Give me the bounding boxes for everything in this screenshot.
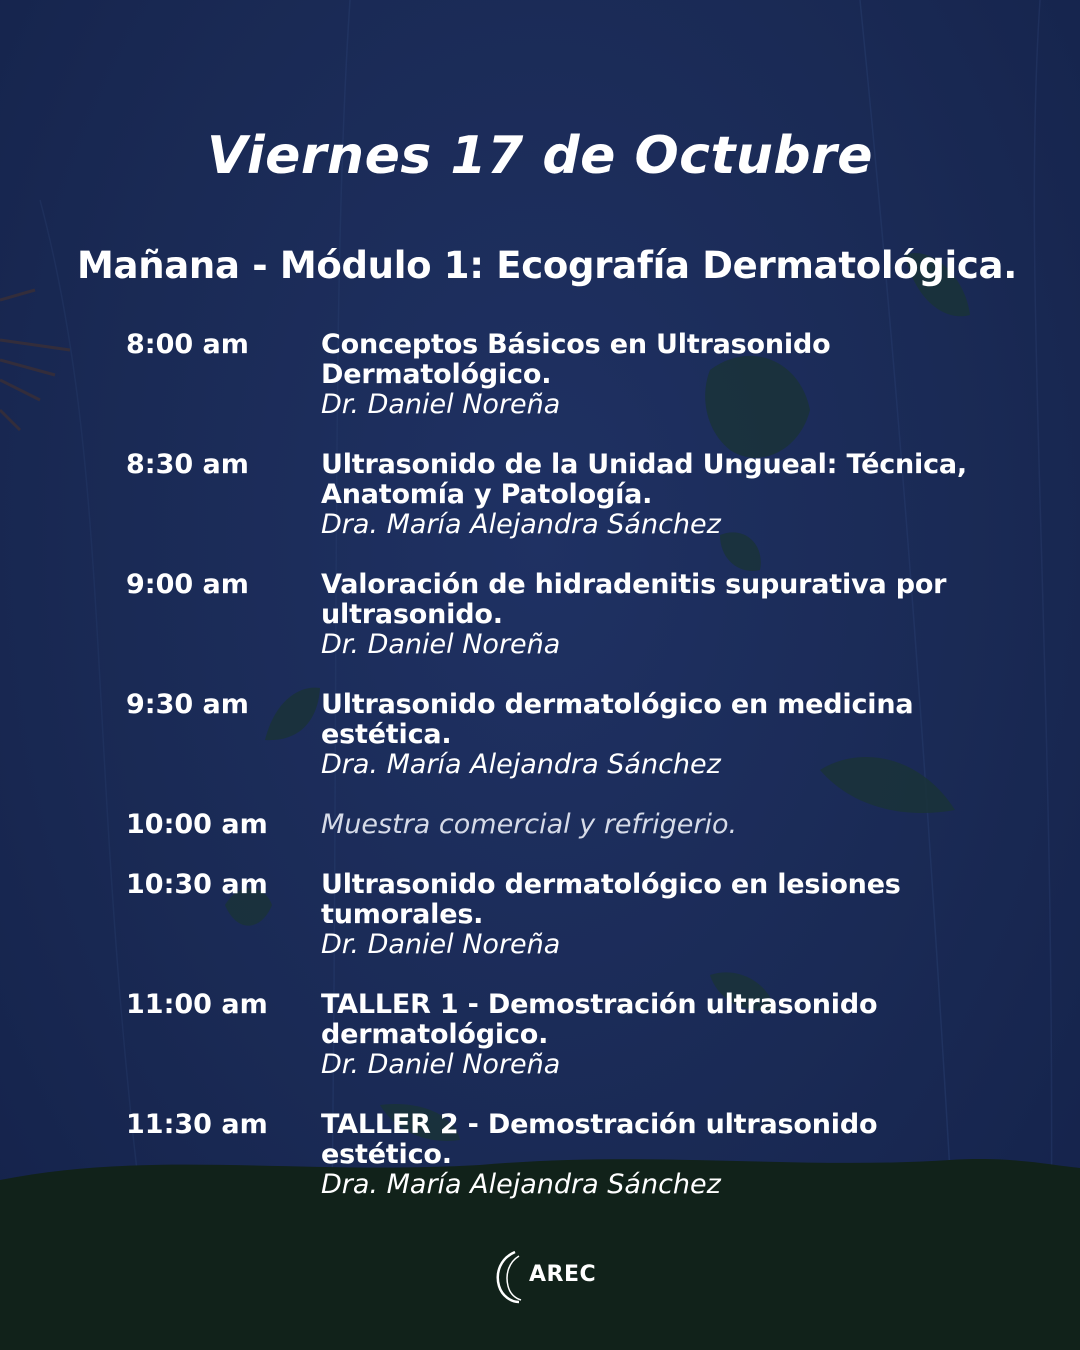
- schedule-details: [321, 810, 986, 870]
- schedule-time: 10:00 am: [126, 809, 268, 840]
- schedule-item: [126, 450, 986, 570]
- schedule-details: [321, 570, 986, 690]
- schedule-item: [126, 690, 986, 810]
- schedule-item: [126, 870, 986, 990]
- talk-title: Ultrasonido de la Unidad Ungueal: Técnica, Anatomía y Patología.: [321, 449, 967, 510]
- speaker-name: Dra. María Alejandra Sánchez: [321, 509, 721, 540]
- speaker-name: Dra. María Alejandra Sánchez: [321, 749, 721, 780]
- talk-title: Ultrasonido dermatológico en lesiones tumorales.: [321, 869, 901, 930]
- break-description: Muestra comercial y refrigerio.: [321, 809, 738, 840]
- schedule-details: [321, 690, 986, 810]
- schedule-item: [126, 1110, 986, 1230]
- schedule-item: [126, 570, 986, 690]
- module-subtitle: Mañana - Módulo 1: Ecografía Dermatológica.: [77, 244, 1017, 287]
- talk-title: Ultrasonido dermatológico en medicina estética.: [321, 689, 914, 750]
- schedule-details: [321, 450, 986, 570]
- speaker-name: Dr. Daniel Noreña: [321, 929, 561, 960]
- speaker-name: Dr. Daniel Noreña: [321, 629, 561, 660]
- schedule-time: 10:30 am: [126, 869, 268, 900]
- logo-mark-icon: [493, 1248, 529, 1304]
- schedule-item: [126, 990, 986, 1110]
- talk-title: TALLER 2 - Demostración ultrasonido estético.: [321, 1109, 878, 1170]
- talk-title: TALLER 1 - Demostración ultrasonido dermatológico.: [321, 989, 878, 1050]
- fern-decoration: [0, 290, 70, 430]
- schedule-item: [126, 330, 986, 450]
- schedule-time: 11:00 am: [126, 989, 268, 1020]
- arec-logo: [493, 1248, 597, 1304]
- talk-title: Valoración de hidradenitis supurativa por ultrasonido.: [321, 569, 947, 630]
- schedule-details: [321, 330, 986, 450]
- speaker-name: Dr. Daniel Noreña: [321, 389, 561, 420]
- schedule-time: 9:30 am: [126, 689, 249, 720]
- schedule-time: 11:30 am: [126, 1109, 268, 1140]
- talk-title: Conceptos Básicos en Ultrasonido Dermatológico.: [321, 329, 831, 390]
- schedule-item-break: [126, 810, 986, 870]
- schedule-time: 9:00 am: [126, 569, 249, 600]
- speaker-name: Dr. Daniel Noreña: [321, 1049, 561, 1080]
- logo-text: AREC: [529, 1262, 597, 1287]
- schedule-details: [321, 870, 986, 990]
- schedule-details: [321, 1110, 986, 1230]
- speaker-name: Dra. María Alejandra Sánchez: [321, 1169, 721, 1200]
- schedule-time: 8:00 am: [126, 329, 249, 360]
- schedule-time: 8:30 am: [126, 449, 249, 480]
- schedule-details: [321, 990, 986, 1110]
- schedule-list: [126, 330, 986, 1230]
- page-title: Viernes 17 de Octubre: [206, 126, 873, 186]
